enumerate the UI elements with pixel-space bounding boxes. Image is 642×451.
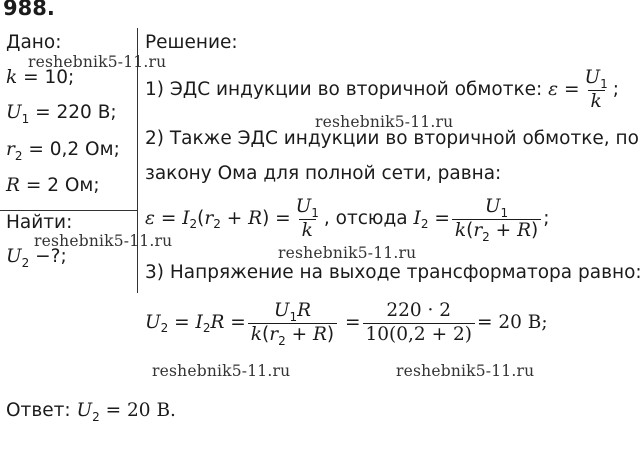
given-k: k = 10; <box>6 67 75 88</box>
watermark: reshebnik5-11.ru <box>315 113 454 131</box>
watermark: reshebnik5-11.ru <box>152 362 291 380</box>
given-u1: $U_1 = 220$ В; <box>6 102 117 126</box>
step-2-line-1: 2) Также ЭДС индукции во вторичной обмотке, по <box>145 128 639 149</box>
given-r-value: 2 Ом; <box>47 175 100 196</box>
given-r2-value: 0,2 Ом; <box>49 139 120 160</box>
fraction-u2-numeric <box>363 302 475 344</box>
given-k-value: 10; <box>44 67 75 88</box>
answer: Ответ: $U_2 = 20$ В. <box>6 400 176 424</box>
watermark: reshebnik5-11.ru <box>28 53 167 71</box>
problem-number: 988. <box>3 0 55 20</box>
numeric-numerator: 220 · 2 <box>386 300 452 321</box>
find-text: −?; <box>35 246 67 267</box>
step-1-text: 1) ЭДС индукции во вторичной обмотке: <box>145 78 543 100</box>
answer-label: Ответ: <box>6 400 71 421</box>
given-header: Дано: <box>6 32 62 53</box>
step-3-formula: U 2 = I 2 R = $\frac{U_1R}{k(r_2 + R)}$ = $\frac{220 \cdot 2}{10(0,2 + 2)}$ = 20 В; <box>145 300 548 348</box>
step-3-text: 3) Напряжение на выходе трансформатора равно: <box>145 262 642 283</box>
answer-value: = 20 В. <box>105 400 176 421</box>
given-u1-value: 220 В; <box>56 102 117 123</box>
watermark: reshebnik5-11.ru <box>278 244 417 262</box>
step-2-formula: ε = I 2 ( r 2 + R ) = $\frac{U_1}{k}$ , отсюда I 2 = $\frac{U_1}{k(r_2 + R)}$ ; <box>145 196 550 244</box>
result-text: = 20 В; <box>476 311 548 333</box>
step-2-line-2: закону Ома для полной сети, равна: <box>145 163 502 184</box>
fraction-u2-general: $\frac{U_1R}{k(r_2 + R)}$ <box>248 302 337 344</box>
given-r: R = 2 Ом; <box>6 175 100 196</box>
given-r2: $r_2 = 0,2$ Ом; <box>6 139 120 163</box>
watermark: reshebnik5-11.ru <box>396 362 535 380</box>
numeric-denominator: 10(0,2 + 2) <box>363 323 475 345</box>
otsyuda-text: , отсюда <box>323 207 408 229</box>
find-header: Найти: <box>6 212 73 233</box>
watermark: reshebnik5-11.ru <box>34 232 173 250</box>
fraction-u1-over-k: $\frac{U_1}{k}$ <box>584 67 608 112</box>
fraction-u1-over-k-2: $\frac{U_1}{k}$ <box>295 196 319 241</box>
step-1: 1) ЭДС индукции во вторичной обмотке: ε = $\frac{U_1}{k}$ ; <box>145 67 619 112</box>
find-u2: $U_2$ −?; <box>6 246 67 270</box>
solution-header: Решение: <box>145 32 238 53</box>
fraction-i2: $\frac{U_1}{k(r_2 + R)}$ <box>452 198 541 240</box>
horizontal-divider <box>0 210 137 211</box>
